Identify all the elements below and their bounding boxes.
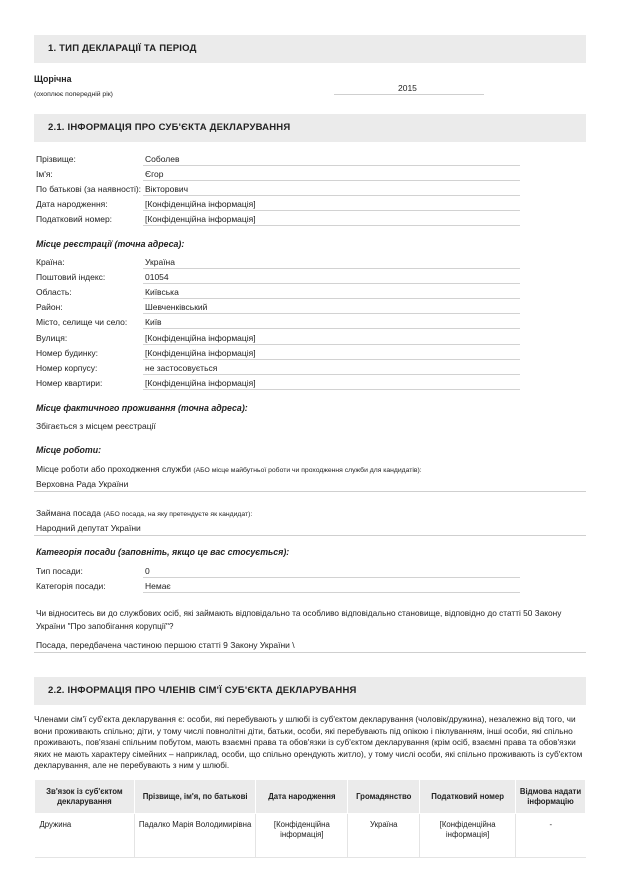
registration-field-underline bbox=[143, 298, 520, 299]
table-cell: [Конфіденційна інформація] bbox=[256, 814, 348, 858]
registration-field-value: Київ bbox=[145, 317, 162, 328]
category-field-underline bbox=[143, 592, 520, 593]
declaration-year: 2015 bbox=[398, 83, 417, 93]
personal-field-label: По батькові (за наявності): bbox=[36, 184, 142, 194]
registration-field-label: Поштовий індекс: bbox=[36, 272, 106, 283]
section-2-2-header: 2.2. ІНФОРМАЦІЯ ПРО ЧЛЕНІВ СІМ'Ї СУБ'ЄКТА ДЕКЛАРУВАННЯ bbox=[34, 677, 586, 705]
family-column-header: Відмова надати інформацію bbox=[516, 780, 586, 814]
official-underline bbox=[34, 652, 586, 653]
category-field-underline bbox=[143, 577, 520, 578]
position-label-note: (АБО посада, на яку претендуєте як кандидат): bbox=[103, 511, 253, 518]
work-label bbox=[36, 464, 422, 474]
category-field-value: 0 bbox=[145, 566, 150, 576]
registration-field-underline bbox=[143, 283, 520, 284]
registration-field-underline bbox=[143, 268, 520, 269]
family-table-header bbox=[35, 780, 586, 814]
personal-field-label: Податковий номер: bbox=[36, 214, 113, 224]
category-field-label: Категорія посади: bbox=[36, 581, 106, 591]
registration-field-value: [Конфіденційна інформація] bbox=[145, 347, 256, 358]
registration-field-value: 01054 bbox=[145, 272, 169, 283]
personal-field-label: Прізвище: bbox=[36, 154, 76, 164]
registration-field-underline bbox=[143, 389, 520, 390]
position-underline bbox=[34, 535, 586, 536]
personal-field-value: Вікторович bbox=[145, 184, 189, 194]
table-cell: - bbox=[516, 814, 586, 858]
declaration-note: (охоплює попередній рік) bbox=[34, 91, 113, 98]
registration-field-label: Місто, селище чи село: bbox=[36, 317, 128, 328]
section-1-header: 1. ТИП ДЕКЛАРАЦІЇ ТА ПЕРІОД bbox=[34, 35, 586, 63]
official-answer: Посада, передбачена частиною першою статті 9 Закону України \ bbox=[36, 640, 295, 650]
section-2-1-header: 2.1. ІНФОРМАЦІЯ ПРО СУБ'ЄКТА ДЕКЛАРУВАННЯ bbox=[34, 114, 586, 142]
registration-field-value: Київська bbox=[145, 287, 179, 298]
position-label-main: Займана посада bbox=[36, 508, 101, 518]
personal-field-value: Соболев bbox=[145, 154, 180, 164]
work-value: Верховна Рада України bbox=[36, 479, 129, 489]
category-field-value: Немає bbox=[145, 581, 171, 591]
work-label-main: Місце роботи або проходження служби bbox=[36, 464, 191, 474]
personal-field-underline bbox=[143, 225, 520, 226]
registration-field-label: Країна: bbox=[36, 257, 65, 267]
registration-field-label: Номер квартири: bbox=[36, 377, 103, 388]
registration-field-underline bbox=[143, 313, 520, 314]
registration-field-label: Вулиця: bbox=[36, 332, 68, 343]
personal-field-underline bbox=[143, 180, 520, 181]
residence-title: Місце фактичного проживання (точна адреса): bbox=[36, 403, 248, 413]
residence-value: Збігається з місцем реєстрації bbox=[36, 421, 156, 431]
registration-field-label: Номер будинку: bbox=[36, 347, 99, 358]
personal-field-underline bbox=[143, 165, 520, 166]
registration-field-underline bbox=[143, 328, 520, 329]
personal-field-value: Єгор bbox=[145, 169, 164, 179]
category-field-label: Тип посади: bbox=[36, 566, 83, 576]
registration-field-value: Україна bbox=[145, 257, 175, 267]
registration-field-label: Номер корпусу: bbox=[36, 362, 98, 373]
family-column-header: Податковий номер bbox=[420, 780, 516, 814]
table-cell: [Конфіденційна інформація] bbox=[420, 814, 516, 858]
family-column-header: Дата народження bbox=[256, 780, 348, 814]
personal-field-value: [Конфіденційна інформація] bbox=[145, 214, 256, 224]
registration-field-value: [Конфіденційна інформація] bbox=[145, 332, 256, 343]
family-table bbox=[34, 779, 586, 858]
personal-field-underline bbox=[143, 210, 520, 211]
family-intro: Членами сім'ї суб'єкта декларування є: особи, які перебувають у шлюбі із суб'єктом декларування (чоловік/дружина), незалежно від того, чи вони проживають спільно; діти, у тому числі повнолітні діти, батьки, особи, які перебувають під опікою і піклуванням, інші особи, які спільно проживають, пов'язані спільним побутом, мають взаємні права та обов'язки із суб'єктом декларування (крім осіб, взаємні права та обов'язки яких не мають характеру сімейних – наприклад, особи, що спільно орендують житло), у тому числі особи, які спільно проживають із суб'єктом декларування, але не перебувають з ним у шлюбі. bbox=[34, 714, 583, 770]
table-row bbox=[35, 814, 586, 858]
table-cell: Падалко Марія Володимирівна bbox=[134, 814, 256, 858]
registration-field-label: Область: bbox=[36, 287, 72, 298]
registration-field-value: [Конфіденційна інформація] bbox=[145, 377, 256, 388]
registration-field-value: Шевченківський bbox=[145, 302, 208, 313]
family-table-body bbox=[35, 814, 586, 858]
position-label bbox=[36, 508, 252, 518]
personal-field-underline bbox=[143, 195, 520, 196]
official-question: Чи відноситесь ви до службових осіб, які займають відповідально та особливо відповідально становище, відповідно до статті 50 Закону України "Про запобігання корупції"? bbox=[36, 608, 562, 631]
declaration-type: Щорічна bbox=[34, 74, 72, 84]
personal-field-label: Ім'я: bbox=[36, 169, 53, 179]
personal-field-value: [Конфіденційна інформація] bbox=[145, 199, 256, 209]
work-underline bbox=[34, 491, 586, 492]
position-value: Народний депутат України bbox=[36, 523, 141, 533]
year-underline bbox=[334, 94, 484, 95]
registration-title: Місце реєстрації (точна адреса): bbox=[36, 239, 185, 249]
table-cell: Україна bbox=[348, 814, 420, 858]
category-title: Категорія посади (заповніть, якщо це вас стосується): bbox=[36, 547, 290, 557]
registration-field-value: не застосовується bbox=[145, 362, 218, 373]
registration-field-label: Район: bbox=[36, 302, 63, 313]
work-label-note: (АБО місце майбутньої роботи чи проходження служби для кандидатів): bbox=[193, 467, 422, 474]
registration-field-underline bbox=[143, 359, 520, 360]
registration-field-underline bbox=[143, 344, 520, 345]
family-column-header: Прізвище, ім'я, по батькові bbox=[134, 780, 256, 814]
table-cell: Дружина bbox=[35, 814, 135, 858]
family-column-header: Громадянство bbox=[348, 780, 420, 814]
work-title: Місце роботи: bbox=[36, 445, 102, 455]
personal-field-label: Дата народження: bbox=[36, 199, 108, 209]
family-column-header: Зв'язок із суб'єктом декларування bbox=[35, 780, 135, 814]
registration-field-underline bbox=[143, 374, 520, 375]
